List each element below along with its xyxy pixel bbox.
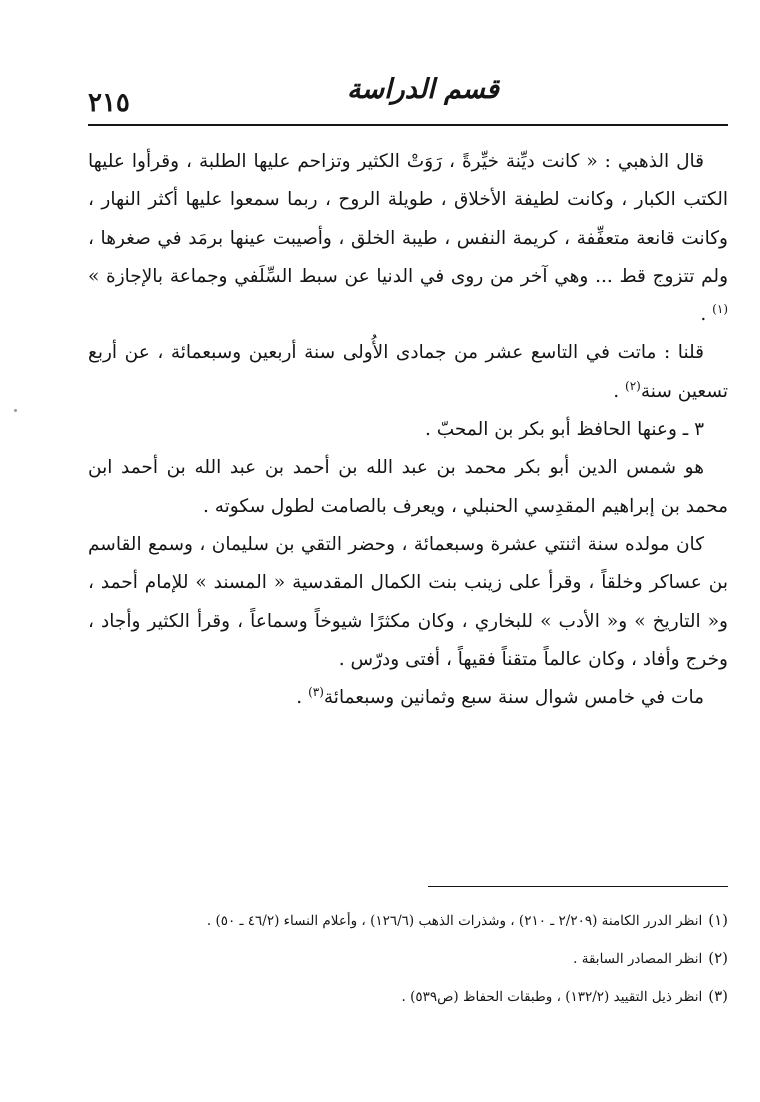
- main-text: [88, 143, 728, 717]
- footnote-3: (٣)انظر ذيل التقييد (١٣٢/٢) ، وطبقات الحفاظ (ص٥٣٩) .: [401, 987, 728, 1005]
- paragraph-item-heading: ٣ ـ وعنها الحافظ أبو بكر بن المحبّ .: [425, 419, 704, 441]
- paragraph-dhahabi-quote: قال الذهبي : « كانت ديِّنة خيِّرةً ، رَوَتْ الكثير وتزاحم عليها الطلبة ، وقرأوا عليها الكتب الكبار ، وكانت لطيفة الأخلاق ، طويلة الروح ، ربما سمعوا عليها أكثر النهار ، وكانت قانعة متعفِّفة ، كريمة النفس ، طيبة الخلق ، وأصيبت عينها برمَد في صغرها ، ولم تتزوج قط ... وهي آخر من روى في الدنيا عن سبط السِّلَفي وجماعة بالإجازة » $^{(١)}$ .: [88, 151, 728, 326]
- note-ref-3: (٣): [308, 685, 324, 699]
- footnote-rule: [428, 886, 728, 887]
- running-title: قسم الدراسة: [347, 74, 499, 105]
- paragraph-death: مات في خامس شوال سنة سبع وثمانين وسبعمائة$^{(٣)}$ .: [296, 685, 704, 709]
- paragraph-biography: هو شمس الدين أبو بكر محمد بن عبد الله بن أحمد بن عبد الله بن أحمد ابن محمد بن إبراهيم المقدِسي الحنبلي ، ويعرف بالصامت لطول سكوته .: [88, 457, 728, 517]
- page-header: [88, 70, 728, 128]
- footnote-2: (٢)انظر المصادر السابقة .: [573, 949, 728, 967]
- paragraph-death-date: قلنا : ماتت في التاسع عشر من جمادى الأُولى سنة أربعين وسبعمائة ، عن أربع تسعين سنة$^{(٢)}$ .: [88, 342, 728, 402]
- header-rule: [88, 124, 728, 126]
- footnotes: [88, 902, 728, 1016]
- footnote-1: (١)انظر الدرر الكامنة (٢/٢٠٩ ـ ٢١٠) ، وشذرات الذهب (١٢٦/٦) ، وأعلام النساء (٤٦/٢ ـ ٥٠) .: [206, 911, 728, 929]
- note-ref-1: (١): [712, 302, 728, 317]
- scan-speck: [14, 409, 17, 412]
- paragraph-career: كان مولده سنة اثنتي عشرة وسبعمائة ، وحضر التقي بن سليمان ، وسمع القاسم بن عساكر وخلقاً ، وقرأ على زينب بنت الكمال المقدسية « المسند » للإمام أحمد ، و« التاريخ » و« الأدب » للبخاري ، وكان مكثرًا شيوخاً وسماعاً ، وقرأ الكثير وأجاد ، وخرج وأفاد ، وكان عالماً متقناً فقيهاً ، أفتى ودرّس .: [88, 533, 728, 670]
- note-ref-2: (٢): [625, 378, 641, 393]
- page-number: ٢١٥: [88, 88, 130, 118]
